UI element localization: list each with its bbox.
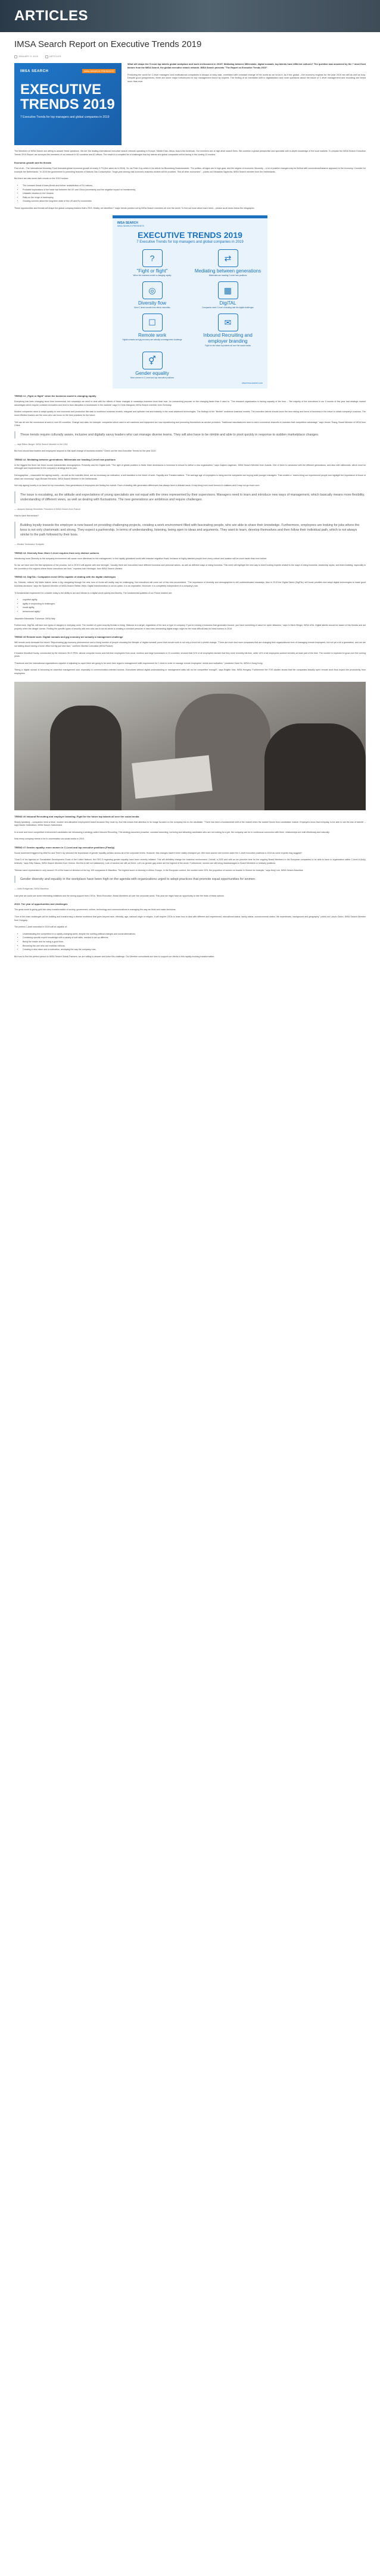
- trend-card-title: Diversity flow: [138, 300, 167, 306]
- paragraph: But how to find the perfect person to IMSA Search Global Partners, we are willing to answer and solve this challenge. Our Member consultants are here to support our clients in this rapidly evolving transformation.: [14, 955, 215, 958]
- post-category[interactable]: [45, 55, 61, 58]
- trend-card-title: Gender equality: [135, 371, 169, 377]
- paragraph: But there are also some dark clouds on the 2019 horizon:: [14, 177, 69, 180]
- blockquote: [14, 491, 366, 503]
- list-item: • The constant threat of trans-Brexit and further redistribution of EU nations,: [23, 184, 366, 188]
- infographic-grid: [117, 249, 263, 380]
- trend-card-title: DigiTAL: [219, 300, 236, 306]
- quote-text: These trends require culturally aware, inclusive and digitally savvy leaders who can manage diverse teams. They will also have to be nimble and able to pivot quickly in response to sudden marketplace changes.: [20, 433, 319, 437]
- paragraph: Everything has been changing since time immemorial, but nowadays we need to deal with the effects of these changes in nowadays business more than ever. An overarching purpose on the changing faster than it used to. "The research organisation is having capacity of the hour – "the majority of the executives in our 9 rounds of this year had strategic market advantages which require constant innovation and tend to face disruption in businesses in the markets" says Dr Chris Mahgoub, IMSA Search member from Germany.: [14, 400, 366, 406]
- page-banner: [0, 0, 380, 32]
- paragraph: "We can all see the momentum at work in over 60 countries. Change and data, for example, companies which used to set machines and equipment are now repositioning and promoting themselves as service providers. Traditional manufacturers need to add e-commerce channels to maintain their competitive advantage," says Jeroen Thang, Board Member of IMSA from China.: [14, 421, 366, 427]
- infographic-subtitle: 7 Executive Trends for top managers and global companies in 2019: [136, 240, 244, 244]
- intro-paragraph: Predicting the world for C-level managers and multinational companies is always a tricky task, correlated with constant change of the world as we know it. As if the global – the economy engines for the year 2019 are still as well as truly. Despite good perspectives, there are some major turbulences for top management found by experts. The feeling of an inevitable shift to digitalization and more questions about the future of C-level management and recruiting are heard more than ever.: [127, 73, 366, 83]
- section-heading: TREND #7 Gender equality: more women in C-Level and top executive positions (Finally): [14, 845, 115, 849]
- exchange-icon: ⇄: [218, 249, 238, 267]
- paragraph: In the biggest the there are three crucial characteristic demographics: Presently and the Digital truth. "The right of global problem in these three dimensions is immense to ensure to define a new organization," says Gaylord Jagersen, IMSA Search Member from Austria. One of them is connected with the different generations, and also with millennials, which must be rethought and implemented in the company's strategy and its plan.: [14, 463, 366, 470]
- paragraph: So far, we have seen the first symptoms of the process, but in 2019 it will appear with new strength. "Usually there are executives have different business and personal values, as well as different ways of doing business. This need will highlight the new way to hired trusting experts related to the ways of doing business, leadership styles, and team-building, especially in the countries in the regions where these executives are from," explains Ivan Hreniagin, from IMSA Search Ukraine.: [14, 564, 366, 570]
- trend-card-desc: More women in C-Level and top executive positions: [130, 377, 174, 380]
- quote-text: Building loyalty towards the employer is now based on providing challenging projects, creating a work environment filled with fascinating people, who are able to share their knowledge. Furthermore, employees are looking for jobs where the boss is not only charismatic and strong. They expect a partnership. In terms of understanding, listening, being open to ideas and arguments. They want to learn, develop themselves and then follow their individual path, which is not always similar to the path followed by their boss.: [20, 524, 360, 537]
- quote-citation: — Jaye Bitton-Berger, IMSA Search Member in the USA: [14, 443, 68, 446]
- paragraph: In a more and more competitive environment candidates are introducing a strategy called Inbound Recruiting. This strategy assumes proactive, constant searching, nurturing and attracting candidates who are not looking for a job, the company can be in continuous connection with them, relationships are built effortlessly and naturally.: [14, 831, 330, 833]
- paragraph: "Women were represented in only around 1% of the board of directors of the top 100 companies in Mauritius. The highest score of diversity in Africa, Europe, in the European context, the number were 23%, the proportion of women on boards in Greece for example," says Kenji Lee, IMSA Search Mauritius.: [14, 869, 304, 872]
- paragraph: "Facebook and the international organizations capable of adjusting so rapid there are going to be seen their region's management skills requirement for C-level in order to manage remote employees' needs and motivation," predicted Hans Ho, IMSA in Hong Kong.: [14, 662, 263, 665]
- chip-icon: ▦: [218, 281, 238, 299]
- paragraph: As, Sherwin, reflects Yeji Malls Valerie Jamin a big 'navigating through the new, tons of fronts will reality may be challenging, Not executives will come out of this new uncorrelated. "The importance of diversity and demographics is still underestimated nowadays. Also in 2019 the Digital Talent (DigiTAL) will boost priorities and adopt digital technologies to make good business decisions" says the Spanish Member of IMSA Search Rafael Vilela. Digital transformation is not an option. It is an imperative. Moreover, it is completely independent of a company's size.: [14, 581, 366, 587]
- trend-card-desc: When the business model is changing rapidly: [133, 274, 172, 277]
- folder-icon: [45, 55, 48, 58]
- paragraph: Last year we could see some interesting initiatives and the strong support from CEOs, "Brick Executive, Board Members all over the corporate world. This year we might have an opportunity to see the fruits of these actions.: [14, 894, 225, 897]
- infographic-brand-sub: IMSA SEARCH PRESENTS: [117, 225, 144, 228]
- paragraph: Social movement triggered by #MeToo and Time's Up stressed the importance of gender equality policies across all of the corporate levels. However, this changes haven't been visibly reshaped yet. Will more women see women claim the C-level executive positions in 2019 as some experts may suggest?: [14, 851, 303, 854]
- hero-image: [14, 63, 122, 145]
- paragraph: Now every company needs to be in conversation via social media in 2019.: [14, 838, 85, 841]
- hero-subtitle: 7 Executive Trends for top managers and global companies in 2019: [20, 115, 110, 119]
- paragraph: Not only ageing society is an issue for top executives. New generations of employees are feeling the market. Each of leading with generation differences has always been a delicate issue, it may bring even more tension in relations and it may not go much cure.: [14, 484, 260, 487]
- trend-card: [117, 281, 187, 309]
- list-item: • Being the leader and for doing a good time,: [23, 941, 366, 944]
- trend-card-desc: Fight for the future top talents all over the social media: [205, 344, 251, 347]
- paragraph: "Goal 5 of the Agenda on Sustainable Development Goals of the United Nations, the EEG-3 regarding gender equality have been recently initiated. This will definitely change the business environment. Overall, a 2020 and with as we perceive time for the ongoing Board Members in the European companies to be able to have in organization within C-level 8 (fully) believes," says Kitty Giassu, IMSA Search Member from Greece. But this is still not satisfactory. Lots of barriers are still out there. Let's do gender gap which are the highest of the world. Furthermore, women are still being disadvantaged in Board Members or similarly positions.: [14, 858, 366, 865]
- article: [14, 32, 366, 958]
- trend-card-desc: Millennials are heading C-level new positions: [208, 274, 247, 277]
- envelope-icon: ✉: [218, 314, 238, 331]
- section-heading: TREND #5 Remote work: Digital nomads and gig economy are actually a management challenge: [14, 635, 123, 639]
- gender-icon: ⚥: [142, 352, 163, 369]
- paragraph: But how should lead leaders and employers respond to this rapid change of business models? Check out the new Executive Trends for the year 2019.: [14, 450, 157, 453]
- paragraph: Will remote work dominate the future? Rejuvenating gig economy phenomenon and a rising number of people choosing the lifestyle of 'digital nomads' prove that remote work is not only a trend but a visible change. "There are more and more companies that are changing their organizational form of managing remote employees, but not yet a bit a generation, and we are not talking about having a home office but big just new face," confirms Monika Czesolska (IMSA Poland).: [14, 641, 366, 647]
- paragraph: "Being a 'digital nomad' is becoming an essential management and, especially in communication-oriented sectors. Executives without digital understanding or management skills will not be competitive enough!", says Brigitte Kiss, IMSA Hungary. Furthermore the IT/IS studies shows that the companies actually open remote work thus expect the productivity from employees.: [14, 669, 366, 675]
- quote-text: The issue is escalating, as the attitude and expectations of young specialists are not equal with the ones represented by their supervisors. Managers need to learn and introduce new ways of management, which basically means more flexibility, understanding of different views, as well as dealing with fluctuations. The new generations are ambitious and require challenges.: [20, 493, 365, 502]
- list-item: • Probable implications of the trade war between the US and China (uncertainty and the negative impact on investments),: [23, 189, 366, 192]
- intro-text: [127, 63, 366, 145]
- threats-list: [23, 184, 366, 203]
- intro-paragraph: What will shape the 5 most top talents global workplace and work environment in 2019? Mediating between Millennials, digital nomads, top talents have different cultures? The question was answered by the 7 most fixed factors from the IMSA Search, the global executive search network. IMSA Search presents "The Report on Executive Trends 2019".: [127, 63, 366, 69]
- paragraph: Furthermore, DigiTAL will face new types of dangers in everyday work. The number of cyber security threats is rising. Statuses is a target, regardless of the size or type of company. If you're running a business that generates income, you have something of value for cyber attackers," says in Mirch Berger, IMSA USA. Digital talents should be aware of this threats and act properly when the danger comes. Finding the specific types of security wiki new cuts can to act as whole is creating a constant pressure in new roles demanding digital magic might be the most difficult task for head hunters in 2019.: [14, 624, 366, 630]
- paragraph: The great world is giving gold into deep transformation of society, government, culture, technology and communications in managing the way we think and make decisions.: [14, 908, 176, 911]
- photo-person-shape: [264, 723, 366, 810]
- intro-block: [14, 63, 366, 145]
- trend-card: [193, 281, 263, 309]
- hero-brand: IMSA SEARCH: [20, 70, 49, 73]
- paragraph: If leaders Mondbull Ducky, constructed by the research ISI-IS PEM, almost computer boxes sold full-time employees from vocal, medium and large businesses in 10 countries, showed that 31% of all employees declare that they work remotely full-time, while 14% of all employees worked remotely at least part of the time. The number is expected to grow over the coming years.: [14, 651, 366, 658]
- hero-title: EXECUTIVE TRENDS 2019: [20, 82, 115, 112]
- quote-text: Gender diversity and equality in the workplace have been high on the agenda with organizations urged to adopt practices that promote equal opportunities for women.: [20, 878, 256, 882]
- quote-citation: — Monika Tomkowicz Szołysek: [14, 543, 45, 546]
- intro-paragraph: The Members of IMSA Search are willing to answer these questions. We are the leading international executive search network operating in Europe, Middle East, Africa, Asia & the Americas. Our members are at high-level search firms. We combine a global perspective and specialist with in-depth knowledge of the local markets. To prepare the IMSA Search Executive Trends 2019 Report, we surveyed the members of our network in 52 countries and 61 offices. The result is a compiled list of challenges that top talents and global companies will be facing in the coming 12 months.: [14, 150, 366, 156]
- list-item: • agility in responding to challenges,: [23, 603, 366, 606]
- section-heading: TREND #2: Mediating between generations: Millennials are heading C-level new positions: [14, 457, 116, 461]
- capabilities-list: [23, 933, 366, 952]
- paragraph: "One of the main challenges will be building and transforming a diverse workforce that goes beyond race, ethnicity, age, national origin or religion. It will require CEOs to learn how to deal with different and experienced, educational status, family status, socioeconomic status, life experiences, background and geography," points out Laszlo Garzo, IMSA Search Member from Hungary.: [14, 916, 366, 922]
- banner-title: ARTICLES: [14, 8, 88, 24]
- paragraph: "A fundamental requirement for a leader today is the ability to act and interact in a digital world quickly and fluently. The fundamental qualities of our Future leaders are:: [14, 591, 173, 594]
- blockquote: [14, 431, 366, 438]
- list-item: • behavioural agility.": [23, 610, 366, 614]
- post-date: [14, 55, 38, 58]
- trend-card: [117, 352, 187, 379]
- paragraph: These opportunities and threats will shape the global company leaders that's 2019. Mostly, we identified 7 major trends pointed out by IMSA Search members all over the world. To find out more about each trend – please scroll down below the infographic.: [14, 206, 255, 209]
- section-heading: TREND #4: DigiTAL: Companies need CEOs capable of dealing with the digital challenges: [14, 575, 116, 579]
- list-item: • social agility,: [23, 606, 366, 610]
- paragraph: Jasprabin Mannanlur Tucherser, IMSA Italy: [14, 617, 55, 620]
- quote-citation: — Jodie Bridgeman, IMSA Mauritius: [14, 888, 49, 891]
- list-item: • Becoming the one who can mobilise millions,: [23, 945, 366, 948]
- trend-card-desc: Digital nomads and gig economy are actually a management challenge: [122, 339, 182, 341]
- page-title: IMSA Search Report on Executive Trends 2019: [14, 39, 202, 49]
- infographic-footer: www.imsa-search.com: [241, 381, 263, 384]
- trends-infographic: [113, 215, 267, 389]
- infographic-brand: IMSA SEARCH: [117, 221, 138, 225]
- trend-card-desc: More C-level recruits from ethnic minorities: [134, 306, 170, 309]
- qualities-list: [23, 598, 366, 613]
- section-heading: Economic growth and its threats: [14, 161, 52, 165]
- trend-card-title: Remote work: [138, 333, 167, 339]
- trend-card-title: Inbound Recruiting and employer branding: [203, 333, 253, 344]
- list-item: • Unstable situation in the Ukraine,: [23, 192, 366, 196]
- trend-card: [117, 249, 187, 277]
- list-item: • cognitive agility,: [23, 598, 366, 602]
- blockquote: [14, 522, 366, 538]
- quote-citation: — Jacques Marnay Kinnsfield, President of IMSA Search from France: [14, 507, 81, 510]
- list-item: • Creating a new vision and a motivation, reshaping the way the company runs.: [23, 948, 366, 952]
- section-heading: 2019: The year of opportunities and challenges: [14, 902, 68, 906]
- calendar-icon: [14, 55, 17, 58]
- paragraph: Demographics – reasonable the ageing society – as well as the scientific trend, are as necessary as motivation, a self-transition to the future of work. Rapidity and Transformations. "The average age of employees is rising and the companies are buying solid younger managers. That creates a ' teams-bring our experienced people and highlight the importance of those of which are necessary" says Michael Herscher, IMSA Search Member in the Netherlands.: [14, 474, 366, 480]
- photo-document-shape: [132, 755, 213, 798]
- laptop-icon: ☐: [142, 314, 163, 331]
- list-item: • Understanding the competition in a rapidly changing world, despite the rushing political changes and social alternatives,: [23, 933, 366, 936]
- question-icon: ?: [142, 249, 163, 267]
- trend-card: [193, 314, 263, 347]
- post-meta: [14, 55, 366, 58]
- trend-card-title: Mediating between generations: [194, 268, 261, 274]
- section-heading: TREND #6 Inbound Recruiting and employer branding: Fight for the future top talents all over the social media: [14, 814, 139, 818]
- photo-person-shape: [50, 706, 122, 810]
- paragraph: Introducing more Diversity to the company environment will cause more dilemmas for the management. In the rapidly globalized world with massive migration flows, inclusion of highly talented people from every culture and location will be much faster than ever before.: [14, 557, 267, 560]
- trend-card: [117, 314, 187, 347]
- paragraph: First of all – The International Monetary Fund forecasts global economic growth at nearly 3.7% (the same as in 2018). So, as Peter Cuy writes in his article for Bloomberg Businessweek: "For politics, all signs are in high-gear; and the degree of economic Secondly – a lot of positive changes may be thrilled with convenience/balance approach to the economy. Consider for example the Netherlands." In 2019 the government is promoting features of Natural Gas Consumption. Tough year among vast economic business models will be provided. "But all other economies" – points out Sebastian Sapiecha, IMSA Search member from the Netherlands.: [14, 167, 366, 173]
- list-item: • Growing concern about the long-term state of the US and EU economies.: [23, 200, 366, 203]
- paragraph: How to save this tension?: [14, 515, 39, 518]
- trend-card: [193, 249, 263, 277]
- list-item: • Combining specific expert knowledge with a variety of soft skills, needed to set up different: [23, 936, 366, 940]
- section-heading: TREND #3: Diversity flow: More C-level requires from very distinct cultures: [14, 551, 99, 554]
- paragraph: The perfect C-level executive in 2019 will be capable of:: [14, 926, 67, 929]
- blockquote: [14, 876, 366, 883]
- globe-icon: ◎: [142, 281, 163, 299]
- infographic-title: EXECUTIVE TRENDS 2019: [138, 230, 242, 240]
- paragraph: Modern companies need to adapt quickly to new economic and production like task to workforce business models, integrate and optimize real and instantly in the most advanced technologies. The findings of the "flexible" workforce business models. The executive talents should know the new mixing and forms of business in the future to obtain company's success. The most effective leaders are the ones who can focus on the best practices for the future.: [14, 410, 366, 416]
- trend-card-desc: Companies need C-level of dealing with the digital challenges: [202, 306, 254, 309]
- list-item: • Rally on the verge of bankruptcy,: [23, 196, 366, 200]
- post-date-text: JANUARY 9, 2019: [18, 55, 38, 58]
- article-photo: [14, 682, 366, 810]
- trend-card-title: "Fight or flight": [136, 268, 168, 274]
- section-heading: TREND #1 „Fight or flight" when the business model is changing rapidly: [14, 394, 96, 398]
- hero-tag: IMSA SEARCH PRESENTS: [82, 69, 116, 73]
- paragraph: Simply speaking – companies need a fresh, modern and attractive employment brand because they must try. And this means that attention to its image focused on the company but on the candidate. "There has been a fundamental shift of the market when the market forces from candidates' market. Employers know that everyday, to be able to win the war of talents" – says Martin Sidebottom, IMSA Search Switzerland.: [14, 820, 366, 827]
- post-category-link[interactable]: ARTICLES: [49, 55, 61, 58]
